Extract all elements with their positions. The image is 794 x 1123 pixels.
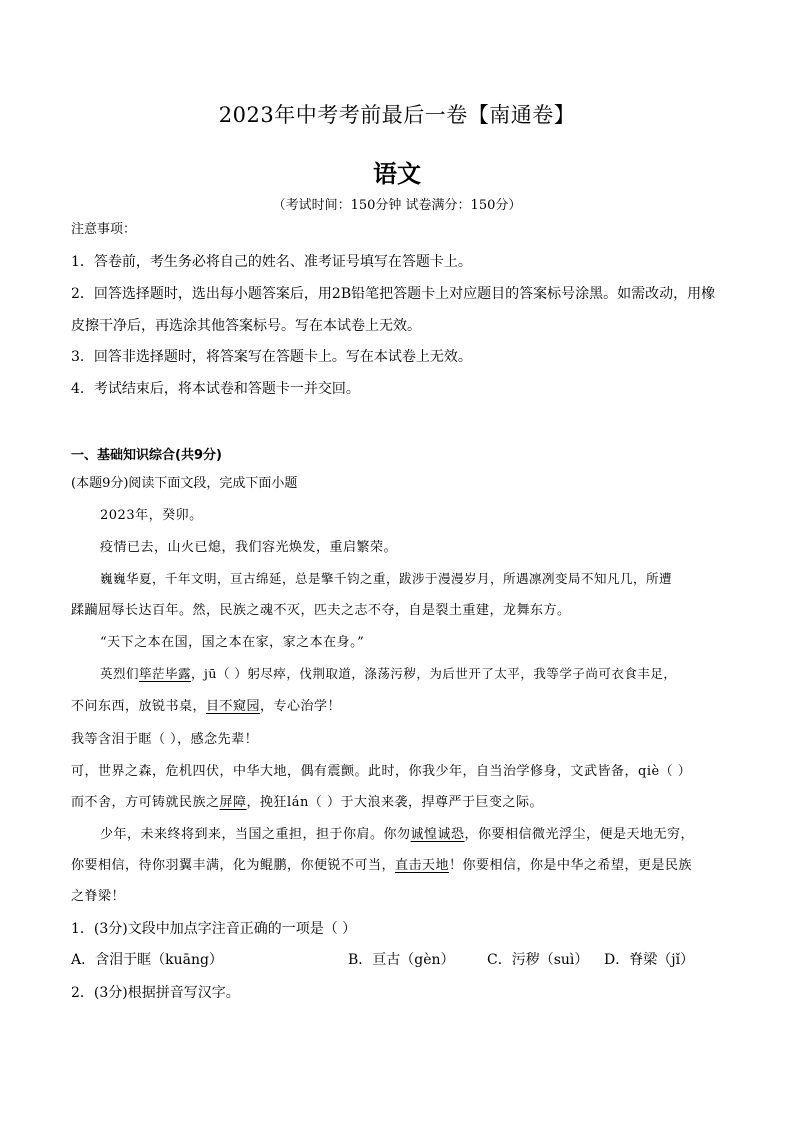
- passage-line: [71, 796, 543, 809]
- passage-line: “天下之本在国，国之本在家，家之本在身。”: [100, 635, 365, 650]
- passage-line: 巍巍华夏，千年文明，亘古绵延，总是擎千钧之重，跋涉于漫漫岁月，所遇凛冽变局不知凡几，所遭: [100, 571, 673, 586]
- underlined-phrase: 目不窥园: [206, 699, 261, 714]
- question-1-stem: 1．(3分)文段中加点字注音正确的一项是（ ）: [71, 921, 357, 937]
- passage-line: 我等含泪于眶（ ），感念先辈！: [71, 732, 259, 747]
- passage-text: 英烈们: [100, 666, 140, 681]
- underlined-phrase: 筚茫毕露: [139, 666, 192, 681]
- notice-item: 皮擦干净后，再选涂其他答案标号。写在本试卷上无效。: [71, 318, 421, 334]
- question-2-stem: 2．(3分)根据拼音写汉字。: [71, 985, 240, 1001]
- notice-item: 3．回答非选择题时，将答案写在答题卡上。写在本试卷上无效。: [71, 349, 472, 365]
- notice-item: 1．答卷前，考生务必将自己的姓名、准考证号填写在答题卡上。: [71, 254, 472, 270]
- passage-text: ！你要相信，你是中华之希望，更是民族: [449, 858, 693, 873]
- underlined-phrase: 直击天地: [395, 858, 450, 873]
- passage-text: 你要相信，待你羽翼丰满，化为鲲鹏，你便锐不可当，: [71, 858, 396, 873]
- notice-item: 4．考试结束后，将本试卷和答题卡一并交回。: [71, 381, 360, 397]
- passage-text: ，你要相信微光浮尘，便是天地无穷，: [464, 827, 695, 842]
- subject-title: 语文: [373, 160, 421, 188]
- question-1-option-d: D．脊梁（jǐ）: [604, 952, 695, 968]
- notice-heading: 注意事项：: [71, 222, 137, 237]
- passage-line: 2023年，癸卯。: [100, 508, 203, 523]
- passage-text: ，jū（ ）躬尽瘁，伐荆取道，涤荡污秽，为后世开了太平，我等学子尚可衣食丰足，: [191, 666, 677, 681]
- question-1-option-b: B．亘古（gèn）: [348, 952, 455, 968]
- underlined-phrase: 屏障: [219, 795, 247, 810]
- passage-line: 之脊梁！: [71, 889, 126, 904]
- passage-line: 可，世界之森，危机四伏，中华大地，偶有震颤。此时，你我少年，自当治学修身，文武皆备，qiè（ ）: [71, 764, 692, 779]
- question-1-option-c: C．污秽（suì）: [487, 952, 589, 968]
- passage-line: 蹂躏屈辱长达百年。然，民族之魂不灭，匹夫之志不夺，自是裂土重建，龙舞东方。: [71, 603, 571, 618]
- notice-item: 2．回答选择题时，选出每小题答案后，用2B铅笔把答题卡上对应题目的答案标号涂黑。如需改动，用橡: [71, 286, 716, 302]
- underlined-phrase: 诚惶诚恐: [410, 827, 465, 842]
- section-heading: 一、基础知识综合(共9分): [71, 448, 222, 463]
- passage-line: [71, 859, 692, 872]
- passage-text: ，挽狂lán（ ）于大浪来袭，捍尊严于巨变之际。: [246, 795, 543, 810]
- passage-line: 疫情已去，山火已熄，我们容光焕发，重启繁荣。: [100, 540, 398, 555]
- exam-title: 2023年中考考前最后一卷【南通卷】: [218, 103, 576, 127]
- passage-text: 不问东西，放锐书桌，: [71, 699, 207, 714]
- passage-line: [100, 828, 694, 841]
- passage-line: [71, 700, 341, 713]
- section-intro: (本题9分)阅读下面文段，完成下面小题: [71, 476, 298, 491]
- passage-text: ，专心治学！: [260, 699, 342, 714]
- passage-line: [100, 668, 676, 681]
- passage-text: 少年，未来终将到来，当国之重担，担于你肩。你勿: [100, 827, 411, 842]
- exam-info: （考试时间：150分钟 试卷满分：150分）: [272, 198, 522, 213]
- passage-text: 而不舍，方可铸就民族之: [71, 795, 220, 810]
- question-1-option-a: A．含泪于眶（kuāng）: [71, 952, 223, 968]
